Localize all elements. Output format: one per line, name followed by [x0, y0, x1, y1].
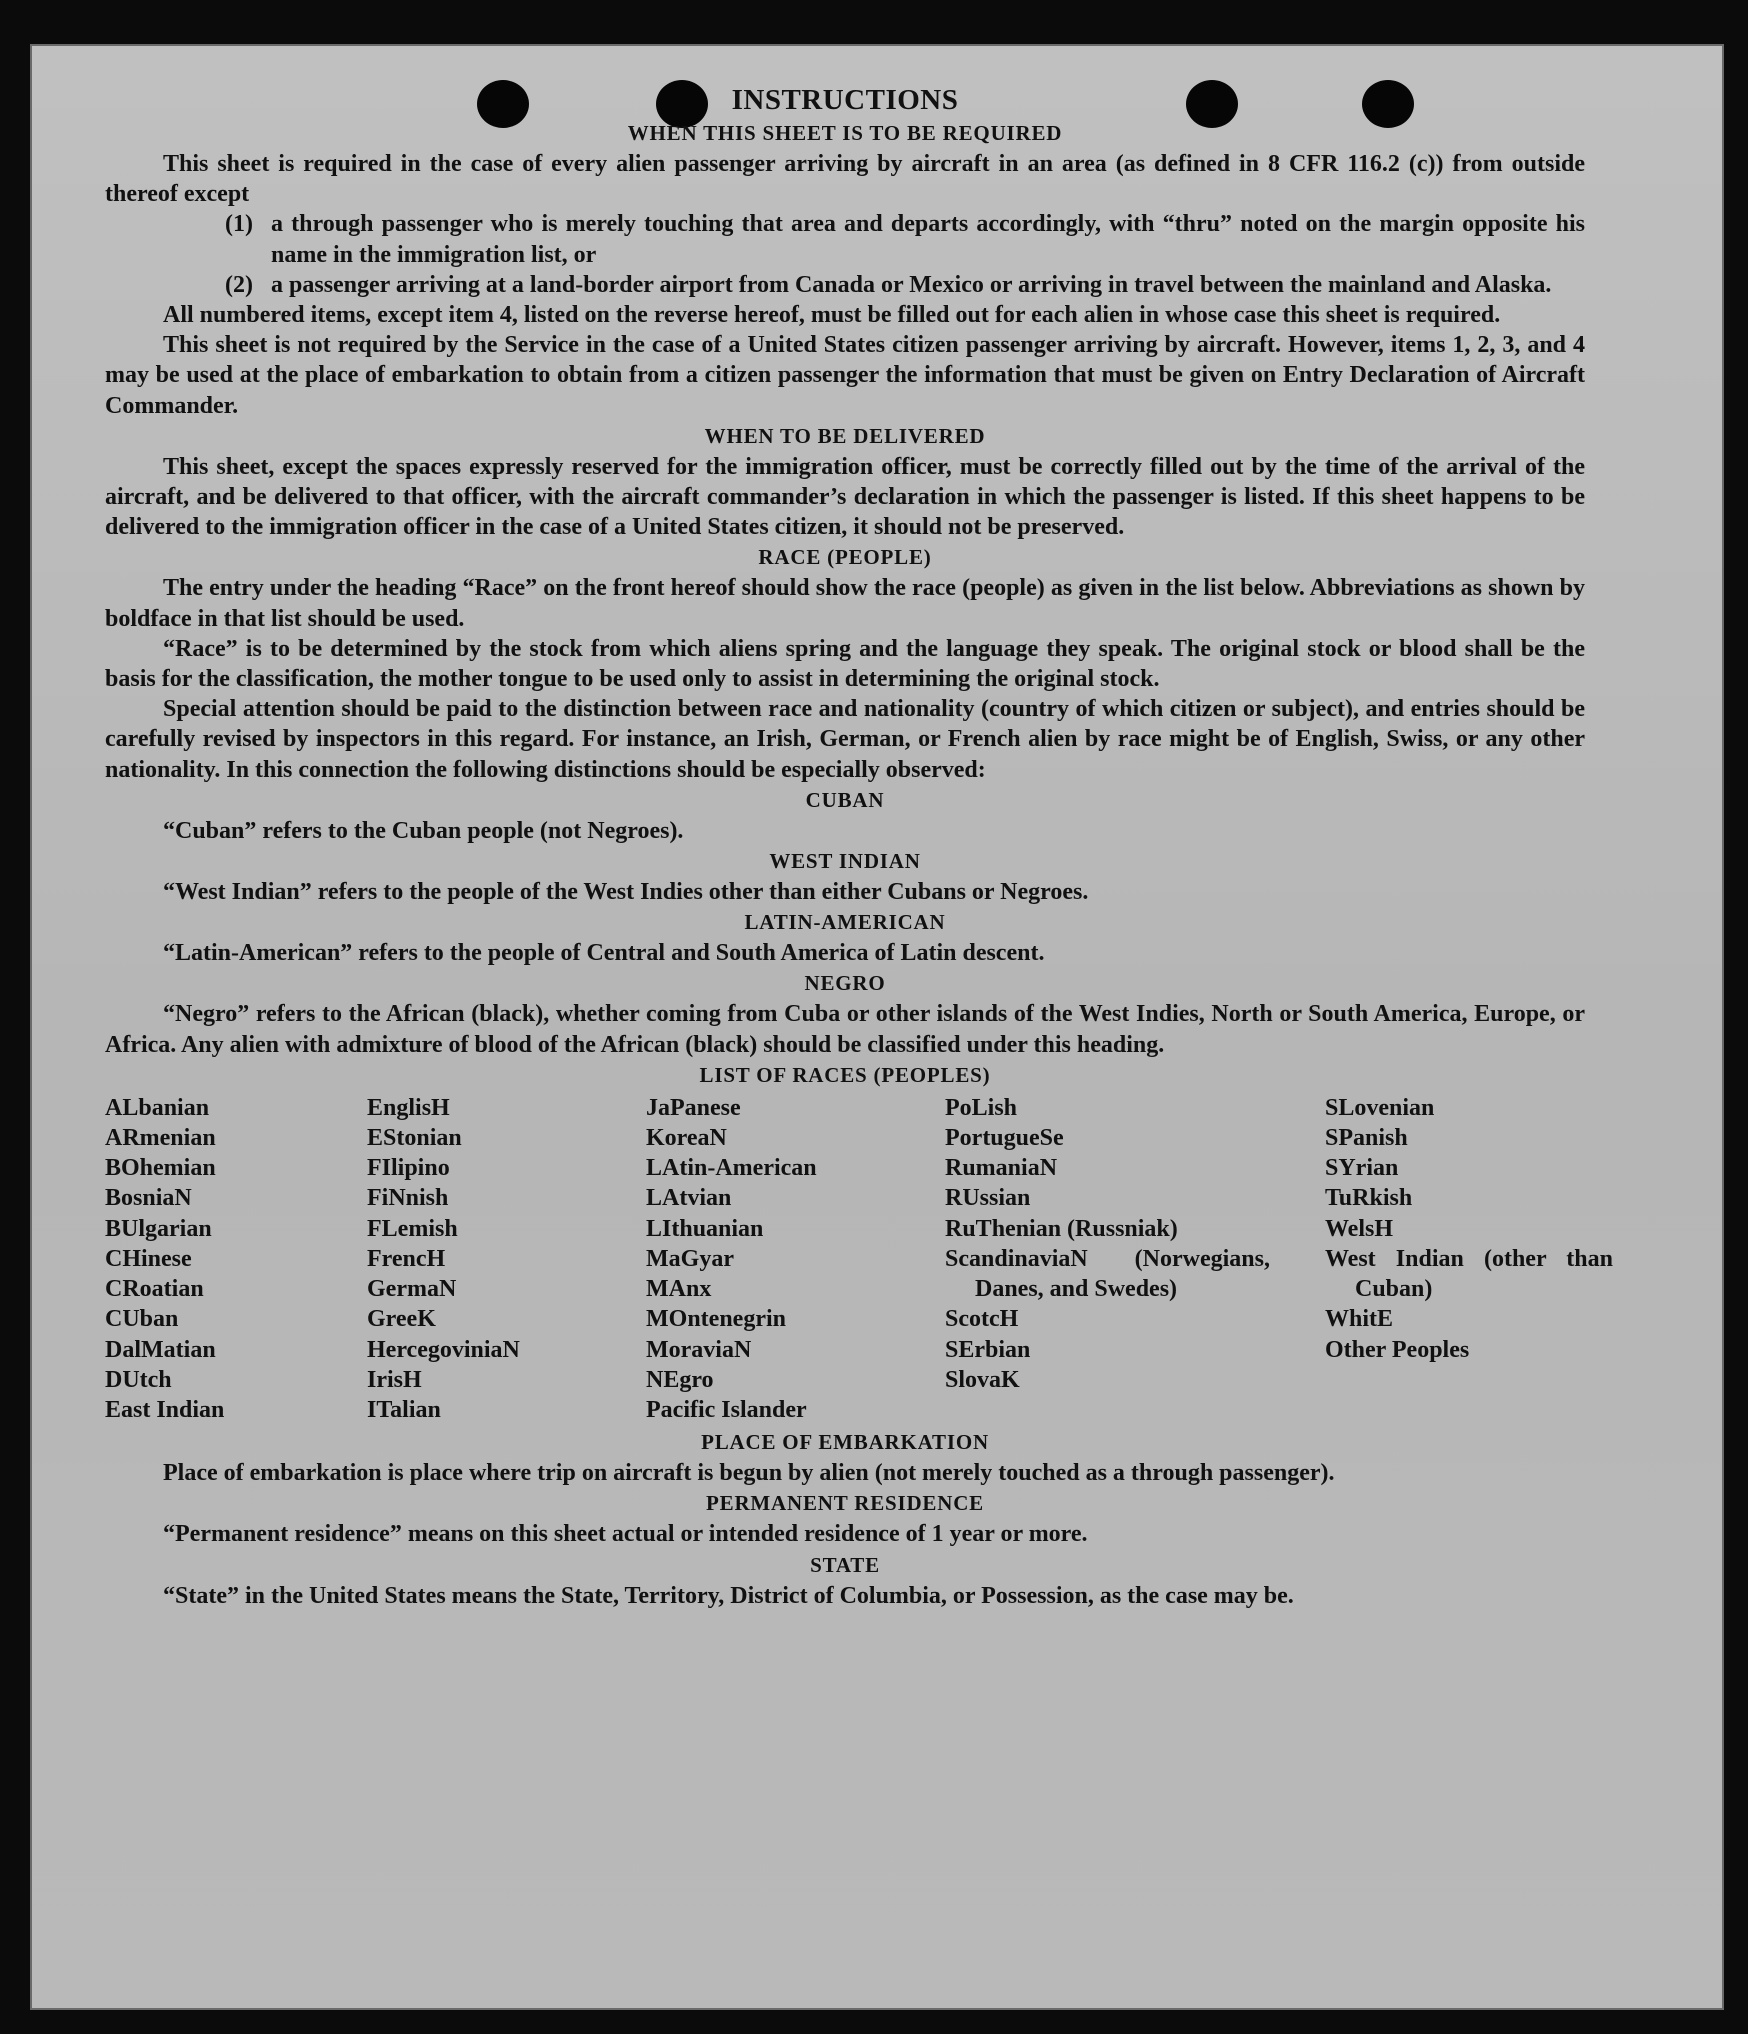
paragraph: “West Indian” refers to the people of the West Indies other than either Cubans or Negroes.: [163, 879, 1089, 906]
race-item: LAtin-American: [646, 1155, 817, 1182]
paragraph: Place of embarkation is place where trip on aircraft is begun by alien (not merely touched as a through passenger).: [163, 1460, 1335, 1487]
race-item: GreeK: [367, 1306, 436, 1333]
paragraph: This sheet is required in the case of every alien passenger arriving by aircraft in an area (as defined in 8 CFR 116.2 (c)) from outside thereof except: [105, 151, 1585, 208]
paragraph: This sheet, except the spaces expressly reserved for the immigration officer, must be correctly filled out by the time of the arrival of the aircraft, and be delivered to that officer, with the aircraft commander’s declaration in which the passenger is listed. If this sheet happens to be delivered to the immigration officer in the case of a United States citizen, it should not be preserved.: [105, 453, 1585, 541]
race-item: ScotcH: [945, 1306, 1019, 1333]
race-item: ALbanian: [105, 1094, 210, 1121]
race-item: FiNnish: [367, 1185, 449, 1212]
race-item: FLemish: [367, 1215, 458, 1242]
race-item: Other Peoples: [1325, 1336, 1470, 1363]
heading-race: RACE (PEOPLE): [758, 545, 932, 570]
item-number: (1): [225, 211, 253, 238]
heading-state: STATE: [810, 1552, 880, 1577]
paragraph: All numbered items, except item 4, listed on the reverse hereof, must be filled out for each alien in whose case this sheet is required.: [163, 302, 1501, 329]
races-column: [105, 1093, 367, 1425]
numbered-item: [225, 209, 1585, 269]
race-item: DalMatian: [105, 1336, 216, 1363]
race-item: RumaniaN: [945, 1155, 1058, 1182]
race-item: MAnx: [646, 1276, 712, 1303]
race-item: BosniaN: [105, 1185, 192, 1212]
item-number: (2): [225, 271, 253, 298]
heading-when-delivered: WHEN TO BE DELIVERED: [704, 423, 986, 448]
race-item: EStonian: [367, 1125, 462, 1152]
paragraph: “Cuban” refers to the Cuban people (not Negroes).: [163, 817, 684, 844]
heading-negro: NEGRO: [804, 971, 886, 996]
race-item: DUtch: [105, 1366, 172, 1393]
numbered-item: [225, 270, 1585, 300]
race-item: EnglisH: [367, 1094, 450, 1121]
races-list: [105, 1093, 1613, 1425]
race-item: ScandinaviaN (Norwegians, Danes, and Swedes): [945, 1245, 1270, 1303]
race-item: SYrian: [1325, 1155, 1399, 1182]
race-item: RUssian: [945, 1185, 1031, 1212]
paragraph: The entry under the heading “Race” on the front hereof should show the race (people) as given in the list below. Abbreviations as shown by boldface in that list should be used.: [105, 575, 1585, 632]
heading-west-indian: WEST INDIAN: [769, 849, 921, 874]
race-item: WhitE: [1325, 1306, 1394, 1333]
paragraph: “Latin-American” refers to the people of Central and South America of Latin descent.: [163, 940, 1045, 967]
heading-cuban: CUBAN: [805, 787, 885, 812]
race-item: SlovaK: [945, 1366, 1020, 1393]
race-item: Pacific Islander: [646, 1396, 807, 1423]
race-item: West Indian (other than Cuban): [1325, 1245, 1613, 1303]
race-item: CHinese: [105, 1245, 192, 1272]
race-item: SLovenian: [1325, 1094, 1435, 1121]
item-text: a passenger arriving at a land-border airport from Canada or Mexico or arriving in travel between the mainland and Alaska.: [271, 271, 1552, 298]
instructions-content: [105, 82, 1613, 1611]
paragraph: “Race” is to be determined by the stock from which aliens spring and the language they speak. The original stock or blood shall be the basis for the classification, the mother tongue to be used only to assist in determining the original stock.: [105, 635, 1585, 693]
race-item: PoLish: [945, 1094, 1018, 1121]
race-item: NEgro: [646, 1366, 714, 1393]
race-item: GermaN: [367, 1276, 457, 1303]
race-item: LIthuanian: [646, 1215, 764, 1242]
race-item: FIlipino: [367, 1155, 450, 1182]
race-item: PortugueSe: [945, 1125, 1064, 1152]
heading-embarkation: PLACE OF EMBARKATION: [701, 1430, 989, 1455]
paragraph: This sheet is not required by the Service in the case of a United States citizen passenger arriving by aircraft. However, items 1, 2, 3, and 4 may be used at the place of embarkation to obtain from a citizen passenger the information that must be given on Entry Declaration of Aircraft Commander.: [105, 332, 1585, 419]
paragraph: Special attention should be paid to the distinction between race and nationality (country of which citizen or subject), and entries should be carefully revised by inspectors in this regard. For instance, an Irish, German, or French alien by race might be of English, Swiss, or any other nationality. In this connection the following distinctions should be especially observed:: [105, 696, 1585, 783]
race-item: East Indian: [105, 1396, 225, 1423]
paragraph: “Permanent residence” means on this sheet actual or intended residence of 1 year or more.: [163, 1521, 1088, 1548]
race-item: SPanish: [1325, 1125, 1408, 1152]
item-text: a through passenger who is merely touching that area and departs accordingly, with “thru” noted on the margin opposite his name in the immigration list, or: [271, 211, 1585, 268]
race-item: SErbian: [945, 1336, 1031, 1363]
races-column: [945, 1093, 1325, 1425]
races-column: [1325, 1093, 1613, 1425]
heading-list-of-races: LIST OF RACES (PEOPLES): [699, 1062, 991, 1087]
paragraph: “Negro” refers to the African (black), whether coming from Cuba or other islands of the West Indies, North or South America, Europe, or Africa. Any alien with admixture of blood of the African (black) should be classified under this heading.: [105, 1001, 1585, 1058]
heading-permanent-residence: PERMANENT RESIDENCE: [706, 1491, 984, 1516]
races-column: [646, 1093, 945, 1425]
races-column: [367, 1093, 646, 1425]
race-item: ARmenian: [105, 1125, 216, 1152]
race-item: CRoatian: [105, 1276, 204, 1303]
race-item: FrencH: [367, 1245, 446, 1272]
race-item: ITalian: [367, 1396, 441, 1423]
paragraph: “State” in the United States means the State, Territory, District of Columbia, or Possession, as the case may be.: [163, 1582, 1294, 1609]
page-title: INSTRUCTIONS: [731, 84, 959, 116]
race-item: JaPanese: [646, 1094, 741, 1121]
race-item: HercegoviniaN: [367, 1336, 520, 1363]
race-item: KoreaN: [646, 1125, 727, 1152]
race-item: MaGyar: [646, 1245, 734, 1272]
heading-latin-american: LATIN-AMERICAN: [744, 910, 946, 935]
race-item: BOhemian: [105, 1155, 216, 1182]
race-item: BUlgarian: [105, 1215, 212, 1242]
race-item: IrisH: [367, 1366, 422, 1393]
heading-when-required: WHEN THIS SHEET IS TO BE REQUIRED: [627, 121, 1063, 145]
race-item: CUban: [105, 1306, 179, 1333]
race-item: WelsH: [1325, 1215, 1394, 1242]
race-item: RuThenian (Russniak): [945, 1215, 1178, 1242]
race-item: MoraviaN: [646, 1336, 752, 1363]
race-item: LAtvian: [646, 1185, 732, 1212]
race-item: TuRkish: [1325, 1185, 1413, 1212]
race-item: MOntenegrin: [646, 1306, 786, 1333]
